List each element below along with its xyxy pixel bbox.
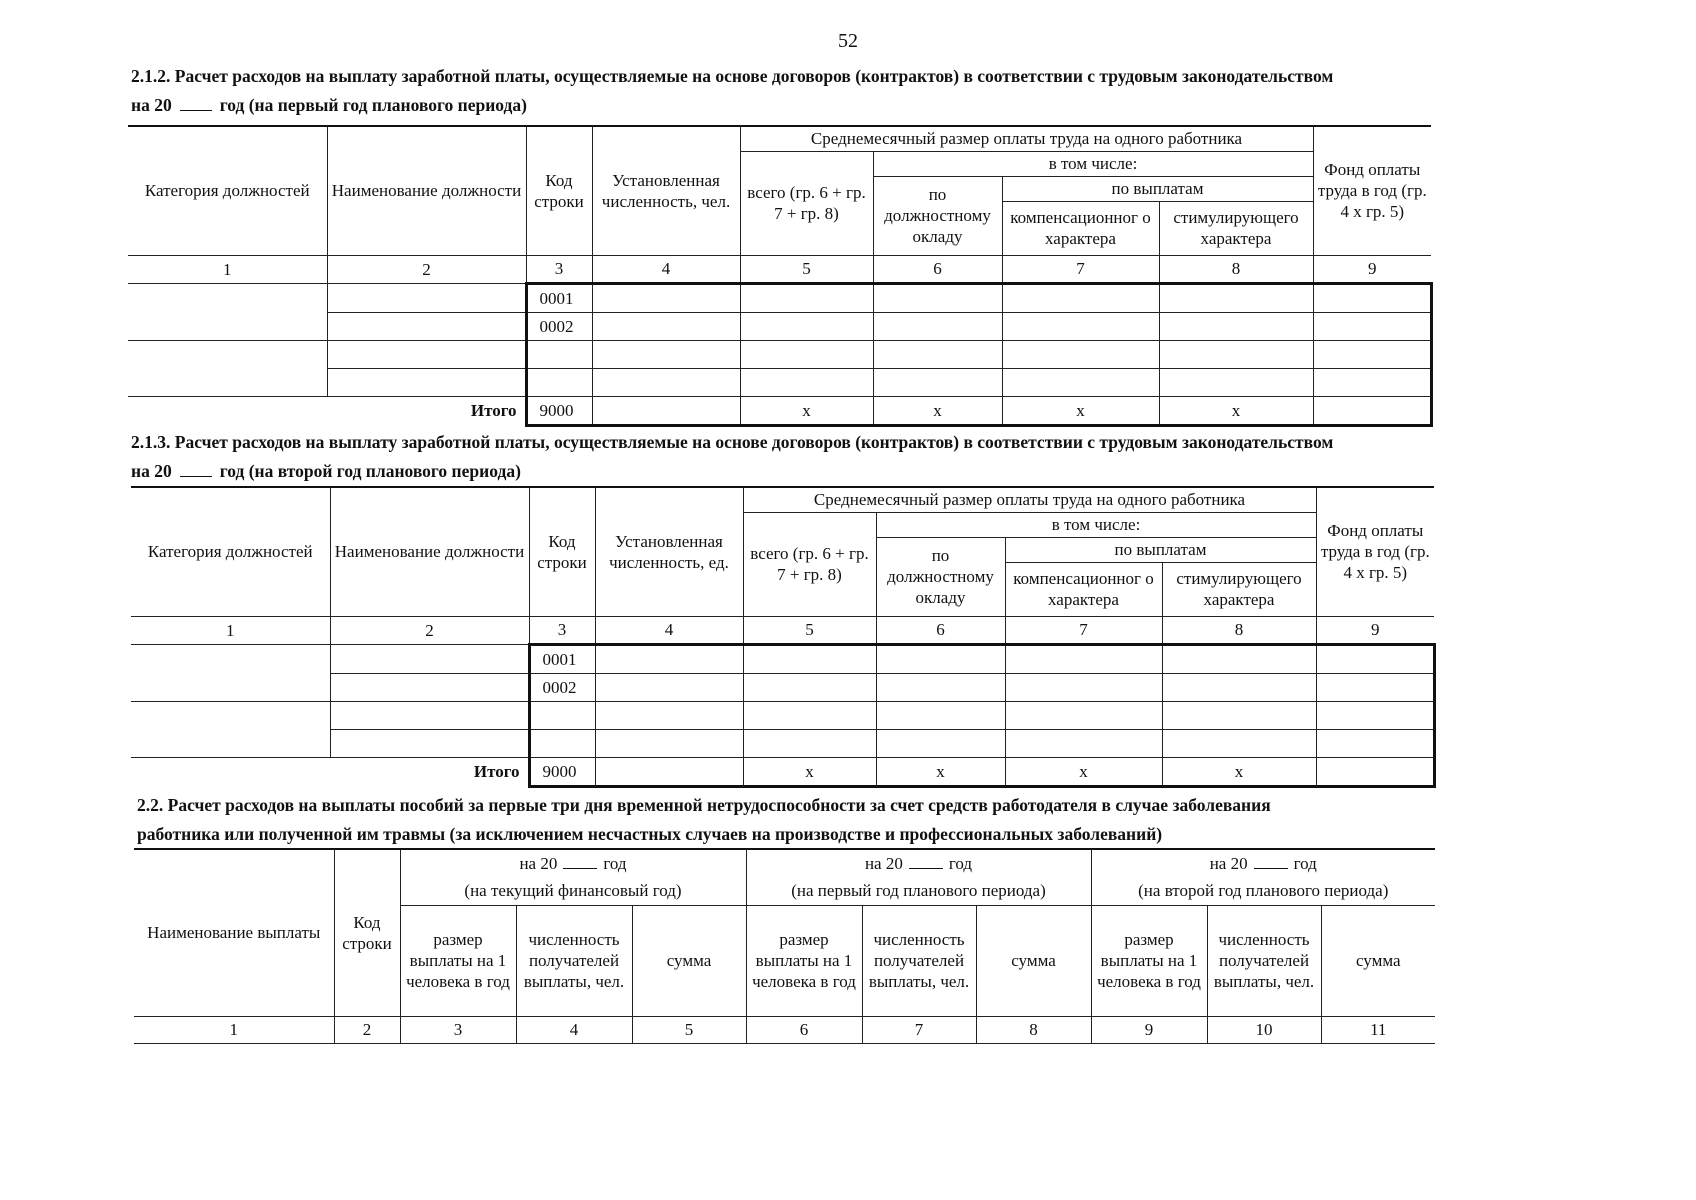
total-c7: х <box>1005 757 1162 786</box>
header-period-3: (на второй год планового периода) <box>1091 877 1435 905</box>
cell-position[interactable] <box>327 312 526 340</box>
col-num: 8 <box>1159 255 1313 283</box>
cell-salary[interactable] <box>876 729 1005 757</box>
total-c5: х <box>743 757 876 786</box>
col-num: 1 <box>134 1016 334 1043</box>
table-row <box>131 701 1434 729</box>
total-code: 9000 <box>526 396 592 425</box>
col-num: 2 <box>327 255 526 283</box>
cell-salary[interactable] <box>876 673 1005 701</box>
header-category: Категория должностей <box>128 126 327 255</box>
cell-headcount[interactable] <box>595 644 743 673</box>
header-code: Код строки <box>529 487 595 616</box>
cell-category[interactable] <box>128 340 327 396</box>
cell-compensation[interactable] <box>1005 701 1162 729</box>
cell-compensation[interactable] <box>1005 673 1162 701</box>
cell-position[interactable] <box>330 729 529 757</box>
cell-compensation[interactable] <box>1005 644 1162 673</box>
total-c8: х <box>1159 396 1313 425</box>
cell-fund[interactable] <box>1313 283 1431 312</box>
col-num: 9 <box>1316 616 1434 644</box>
col-num: 8 <box>1162 616 1316 644</box>
col-num: 7 <box>1005 616 1162 644</box>
cell-position[interactable] <box>330 644 529 673</box>
col-num: 3 <box>400 1016 516 1043</box>
cell-incentive[interactable] <box>1162 701 1316 729</box>
section-212-title-line1: 2.1.2. Расчет расходов на выплату заработной платы, осуществляемые на основе договоров (контрактов) в соответствии с трудовым законодательством <box>131 66 1334 86</box>
header-fund: Фонд оплаты труда в год (гр. 4 х гр. 5) <box>1316 487 1434 616</box>
header-period-2: (на первый год планового периода) <box>746 877 1091 905</box>
cell-category[interactable] <box>128 283 327 340</box>
cell-position[interactable] <box>327 283 526 312</box>
header-year-3: на 20 год <box>1091 849 1435 877</box>
page-number: 52 <box>838 30 858 52</box>
header-sum: сумма <box>632 905 746 1016</box>
cell-total[interactable] <box>743 729 876 757</box>
cell-compensation[interactable] <box>1002 283 1159 312</box>
section-213-title <box>131 428 1333 486</box>
table-row <box>128 283 1431 312</box>
section-213-title-line1: 2.1.3. Расчет расходов на выплату заработной платы, осуществляемые на основе договоров (контрактов) в соответствии с трудовым законодательством <box>131 432 1334 452</box>
header-recipients: численность получателей выплаты, чел. <box>862 905 976 1016</box>
header-avg-group: Среднемесячный размер оплаты труда на одного работника <box>743 487 1316 512</box>
cell-position[interactable] <box>330 701 529 729</box>
table-212 <box>128 125 1433 427</box>
table-213 <box>131 486 1436 788</box>
section-22-title-line1: 2.2. Расчет расходов на выплаты пособий за первые три дня временной нетрудоспособности за счет средств работодателя в случае заболевания <box>137 795 1271 815</box>
cell-compensation[interactable] <box>1002 312 1159 340</box>
header-avg-group: Среднемесячный размер оплаты труда на одного работника <box>740 126 1313 151</box>
col-num: 10 <box>1207 1016 1321 1043</box>
cell-code[interactable] <box>529 729 595 757</box>
header-year-1: на 20 год <box>400 849 746 877</box>
cell-salary[interactable] <box>873 340 1002 368</box>
cell-compensation[interactable] <box>1002 340 1159 368</box>
total-code: 9000 <box>529 757 595 786</box>
cell-headcount[interactable] <box>595 673 743 701</box>
col-num: 6 <box>873 255 1002 283</box>
cell-total[interactable] <box>740 340 873 368</box>
total-c7: х <box>1002 396 1159 425</box>
header-size: размер выплаты на 1 человека в год <box>1091 905 1207 1016</box>
cell-fund[interactable] <box>1316 644 1434 673</box>
header-fund: Фонд оплаты труда в год (гр. 4 х гр. 5) <box>1313 126 1431 255</box>
col-num: 1 <box>128 255 327 283</box>
header-sum: сумма <box>1321 905 1435 1016</box>
cell-salary[interactable] <box>876 701 1005 729</box>
cell-headcount[interactable] <box>592 368 740 396</box>
col-num: 7 <box>862 1016 976 1043</box>
cell-compensation[interactable] <box>1002 368 1159 396</box>
header-compensation: компенсационног о характера <box>1002 201 1159 255</box>
cell-total[interactable] <box>740 283 873 312</box>
col-num: 8 <box>976 1016 1091 1043</box>
header-size: размер выплаты на 1 человека в год <box>746 905 862 1016</box>
col-num: 9 <box>1091 1016 1207 1043</box>
header-payments: по выплатам <box>1005 537 1316 562</box>
cell-incentive[interactable] <box>1159 340 1313 368</box>
col-num: 5 <box>740 255 873 283</box>
cell-position[interactable] <box>330 673 529 701</box>
cell-total[interactable] <box>740 312 873 340</box>
cell-headcount[interactable] <box>592 312 740 340</box>
header-payments: по выплатам <box>1002 176 1313 201</box>
header-year-2: на 20 год <box>746 849 1091 877</box>
col-num: 4 <box>592 255 740 283</box>
cell-salary[interactable] <box>876 644 1005 673</box>
total-row <box>128 396 1431 425</box>
section-212-title <box>131 62 1333 120</box>
col-num: 4 <box>516 1016 632 1043</box>
header-code: Код строки <box>526 126 592 255</box>
cell-headcount[interactable] <box>592 340 740 368</box>
header-recipients: численность получателей выплаты, чел. <box>1207 905 1321 1016</box>
total-label: Итого <box>128 396 526 425</box>
cell-headcount[interactable] <box>595 701 743 729</box>
header-salary: по должностному окладу <box>876 537 1005 616</box>
header-name: Наименование выплаты <box>134 849 334 1016</box>
section-22-title-line2: работника или полученной им травмы (за исключением несчастных случаев на производстве и профессиональных заболеваний) <box>137 824 1163 844</box>
cell-incentive[interactable] <box>1159 368 1313 396</box>
cell-fund[interactable] <box>1313 340 1431 368</box>
cell-code: 0001 <box>526 283 592 312</box>
total-label: Итого <box>131 757 529 786</box>
cell-code[interactable] <box>526 340 592 368</box>
table-row <box>128 340 1431 368</box>
cell-salary[interactable] <box>873 312 1002 340</box>
cell-headcount[interactable] <box>592 283 740 312</box>
cell-headcount[interactable] <box>595 729 743 757</box>
header-headcount: Установленная численность, чел. <box>592 126 740 255</box>
total-headcount[interactable] <box>595 757 743 786</box>
cell-fund[interactable] <box>1316 701 1434 729</box>
header-headcount: Установленная численность, ед. <box>595 487 743 616</box>
total-row <box>131 757 1434 786</box>
total-c5: х <box>740 396 873 425</box>
total-c6: х <box>876 757 1005 786</box>
header-incentive: стимулирующего характера <box>1159 201 1313 255</box>
header-salary: по должностному окладу <box>873 176 1002 255</box>
cell-code[interactable] <box>529 701 595 729</box>
col-num: 3 <box>529 616 595 644</box>
header-code: Код строки <box>334 849 400 1016</box>
section-22-title <box>137 791 1271 849</box>
header-position: Наименование должности <box>330 487 529 616</box>
cell-incentive[interactable] <box>1162 644 1316 673</box>
total-fund[interactable] <box>1316 757 1434 786</box>
col-num: 4 <box>595 616 743 644</box>
cell-position[interactable] <box>327 368 526 396</box>
cell-incentive[interactable] <box>1159 283 1313 312</box>
header-size: размер выплаты на 1 человека в год <box>400 905 516 1016</box>
cell-total[interactable] <box>740 368 873 396</box>
cell-salary[interactable] <box>873 283 1002 312</box>
table-22 <box>134 848 1435 1044</box>
table-row <box>131 644 1434 673</box>
total-headcount[interactable] <box>592 396 740 425</box>
header-compensation: компенсационног о характера <box>1005 562 1162 616</box>
col-num: 2 <box>334 1016 400 1043</box>
header-total: всего (гр. 6 + гр. 7 + гр. 8) <box>740 151 873 255</box>
cell-total[interactable] <box>743 644 876 673</box>
col-num: 6 <box>876 616 1005 644</box>
total-c8: х <box>1162 757 1316 786</box>
section-213-title-line2: на 20 год (на второй год планового периода) <box>131 461 521 481</box>
cell-incentive[interactable] <box>1159 312 1313 340</box>
total-fund[interactable] <box>1313 396 1431 425</box>
cell-fund[interactable] <box>1313 312 1431 340</box>
header-category: Категория должностей <box>131 487 330 616</box>
cell-total[interactable] <box>743 701 876 729</box>
header-recipients: численность получателей выплаты, чел. <box>516 905 632 1016</box>
col-num: 2 <box>330 616 529 644</box>
col-num: 3 <box>526 255 592 283</box>
cell-category[interactable] <box>131 701 330 757</box>
cell-total[interactable] <box>743 673 876 701</box>
col-num: 7 <box>1002 255 1159 283</box>
cell-code: 0001 <box>529 644 595 673</box>
header-incentive: стимулирующего характера <box>1162 562 1316 616</box>
cell-code[interactable] <box>526 368 592 396</box>
col-num: 5 <box>743 616 876 644</box>
total-c6: х <box>873 396 1002 425</box>
cell-position[interactable] <box>327 340 526 368</box>
cell-salary[interactable] <box>873 368 1002 396</box>
header-including: в том числе: <box>873 151 1313 176</box>
cell-fund[interactable] <box>1313 368 1431 396</box>
section-212-title-line2: на 20 год (на первый год планового периода) <box>131 95 527 115</box>
col-num: 11 <box>1321 1016 1435 1043</box>
header-sum: сумма <box>976 905 1091 1016</box>
cell-code: 0002 <box>529 673 595 701</box>
header-total: всего (гр. 6 + гр. 7 + гр. 8) <box>743 512 876 616</box>
col-num: 1 <box>131 616 330 644</box>
header-including: в том числе: <box>876 512 1316 537</box>
col-num: 6 <box>746 1016 862 1043</box>
cell-incentive[interactable] <box>1162 673 1316 701</box>
col-num: 9 <box>1313 255 1431 283</box>
col-num: 5 <box>632 1016 746 1043</box>
header-period-1: (на текущий финансовый год) <box>400 877 746 905</box>
cell-compensation[interactable] <box>1005 729 1162 757</box>
header-position: Наименование должности <box>327 126 526 255</box>
cell-fund[interactable] <box>1316 673 1434 701</box>
cell-incentive[interactable] <box>1162 729 1316 757</box>
cell-fund[interactable] <box>1316 729 1434 757</box>
cell-category[interactable] <box>131 644 330 701</box>
cell-code: 0002 <box>526 312 592 340</box>
